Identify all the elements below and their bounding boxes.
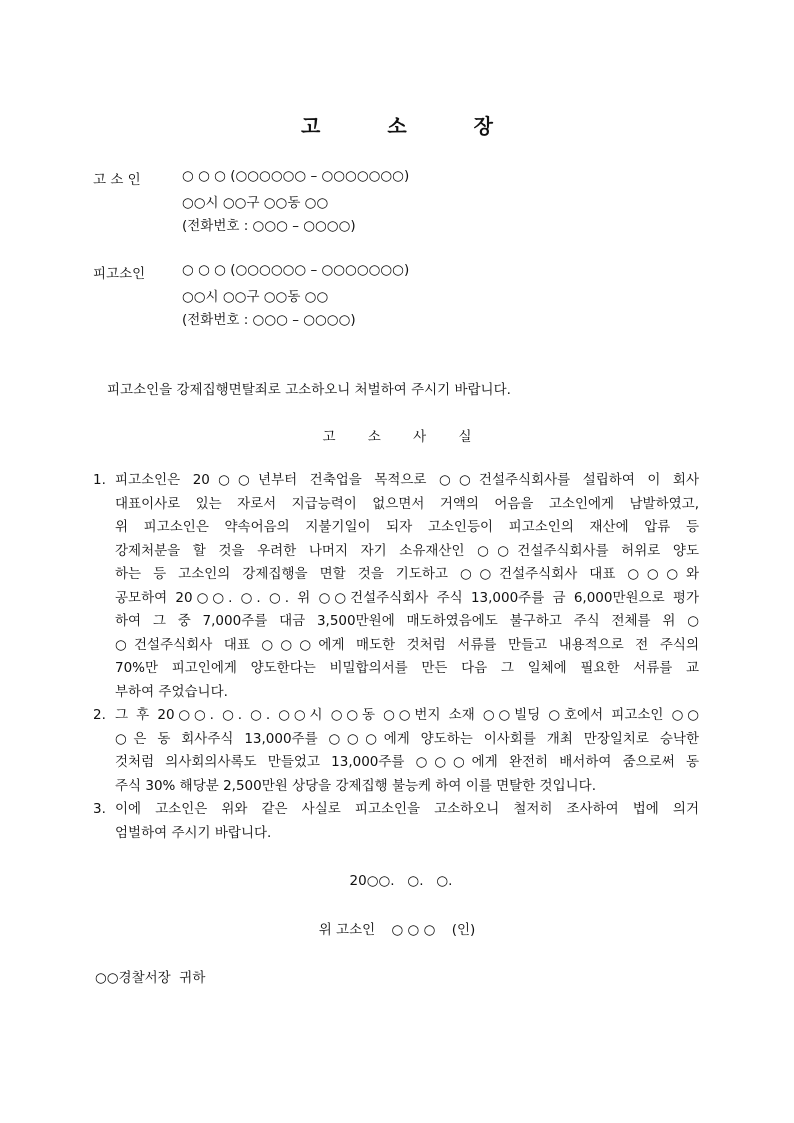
fact-line: ○은 동 회사주식 13,000주를 ○○○에게 양도하는 이사회를 개최 만장일치로 승낙한 [115, 730, 699, 747]
signature-seal: (인) [451, 922, 476, 938]
fact-line: 부하여 주었습니다. [115, 683, 228, 700]
accused-label: 피고소인 [93, 266, 146, 282]
fact-line: 것처럼 의사회의사록도 만들었고 13,000주를 ○○○에게 완전히 배서하여 줌으로써 동 [115, 754, 699, 770]
accused-phone: (전화번호 : ○○○ – ○○○○) [182, 312, 356, 328]
complainant-label: 고 소 인 [93, 172, 141, 188]
fact-number: 1. [93, 472, 106, 488]
complainant-name-id: ○ ○ ○ (○○○○○○ – ○○○○○○○) [182, 168, 410, 184]
fact-number: 2. [93, 707, 106, 723]
complainant-phone: (전화번호 : ○○○ – ○○○○) [182, 218, 356, 234]
fact-line: 이에 고소인은 위와 같은 사실로 피고소인을 고소하오니 철저히 조사하여 법에 의거 [115, 801, 699, 817]
fact-line: 그 후 20○○. ○. ○. ○○시 ○○동 ○○번지 소재 ○○빌딩 ○호에서 피고소인 ○○ [115, 707, 699, 723]
fact-line: ○건설주식회사 대표 ○○○에게 매도한 것처럼 서류를 만들고 내용적으로 전 주식의 [115, 636, 699, 653]
complainant-address: ○○시 ○○구 ○○동 ○○ [182, 195, 329, 211]
accused-address: ○○시 ○○구 ○○동 ○○ [182, 289, 329, 305]
fact-line: 피고소인은 20○○년부터 건축업을 목적으로 ○○건설주식회사를 설립하여 이 회사 [115, 472, 699, 488]
fact-line: 하는 등 고소인의 강제집행을 면할 것을 기도하고 ○○건설주식회사 대표 ○○○와 [115, 566, 699, 582]
section-title: 고 소 사 실 [322, 429, 486, 445]
fact-line: 주식 30% 해당분 2,500만원 상당을 강제집행 불능케 하여 이를 면탈한 것입니다. [115, 777, 597, 794]
complaint-request: 피고소인을 강제집행면탈죄로 고소하오니 처벌하여 주시기 바랍니다. [107, 382, 511, 398]
fact-line: 대표이사로 있는 자로서 지급능력이 없으면서 거액의 어음을 고소인에게 남발하였고, [115, 495, 699, 512]
addressee: ○○경찰서장 귀하 [95, 970, 206, 986]
fact-line: 엄벌하여 주시기 바랍니다. [115, 824, 272, 841]
signature-name: ○ ○ ○ [391, 922, 436, 938]
fact-line: 공모하여 20○○. ○. ○. 위 ○○건설주식회사 주식 13,000주를 금 6,000만원으로 평가 [115, 589, 699, 606]
fact-line: 70%만 피고인에게 양도한다는 비밀합의서를 만든 다음 그 일체에 필요한 서류를 교 [115, 660, 699, 676]
document-title: 고 소 장 [301, 114, 523, 138]
signature-prefix: 위 고소인 [318, 922, 376, 938]
accused-name-id: ○ ○ ○ (○○○○○○ – ○○○○○○○) [182, 262, 410, 278]
fact-number: 3. [93, 801, 106, 817]
fact-line: 하여 그 중 7,000주를 대금 3,500만원에 매도하였음에도 불구하고 주식 전체를 위 ○ [115, 613, 699, 629]
fact-line: 위 피고소인은 약속어음의 지불기일이 되자 고소인등이 피고소인의 재산에 압류 등 [115, 519, 699, 535]
document-date: 20○○. ○. ○. [349, 873, 453, 889]
fact-line: 강제처분을 할 것을 우려한 나머지 자기 소유재산인 ○○건설주식회사를 허위로 양도 [115, 542, 699, 559]
signature-line [0, 918, 794, 938]
